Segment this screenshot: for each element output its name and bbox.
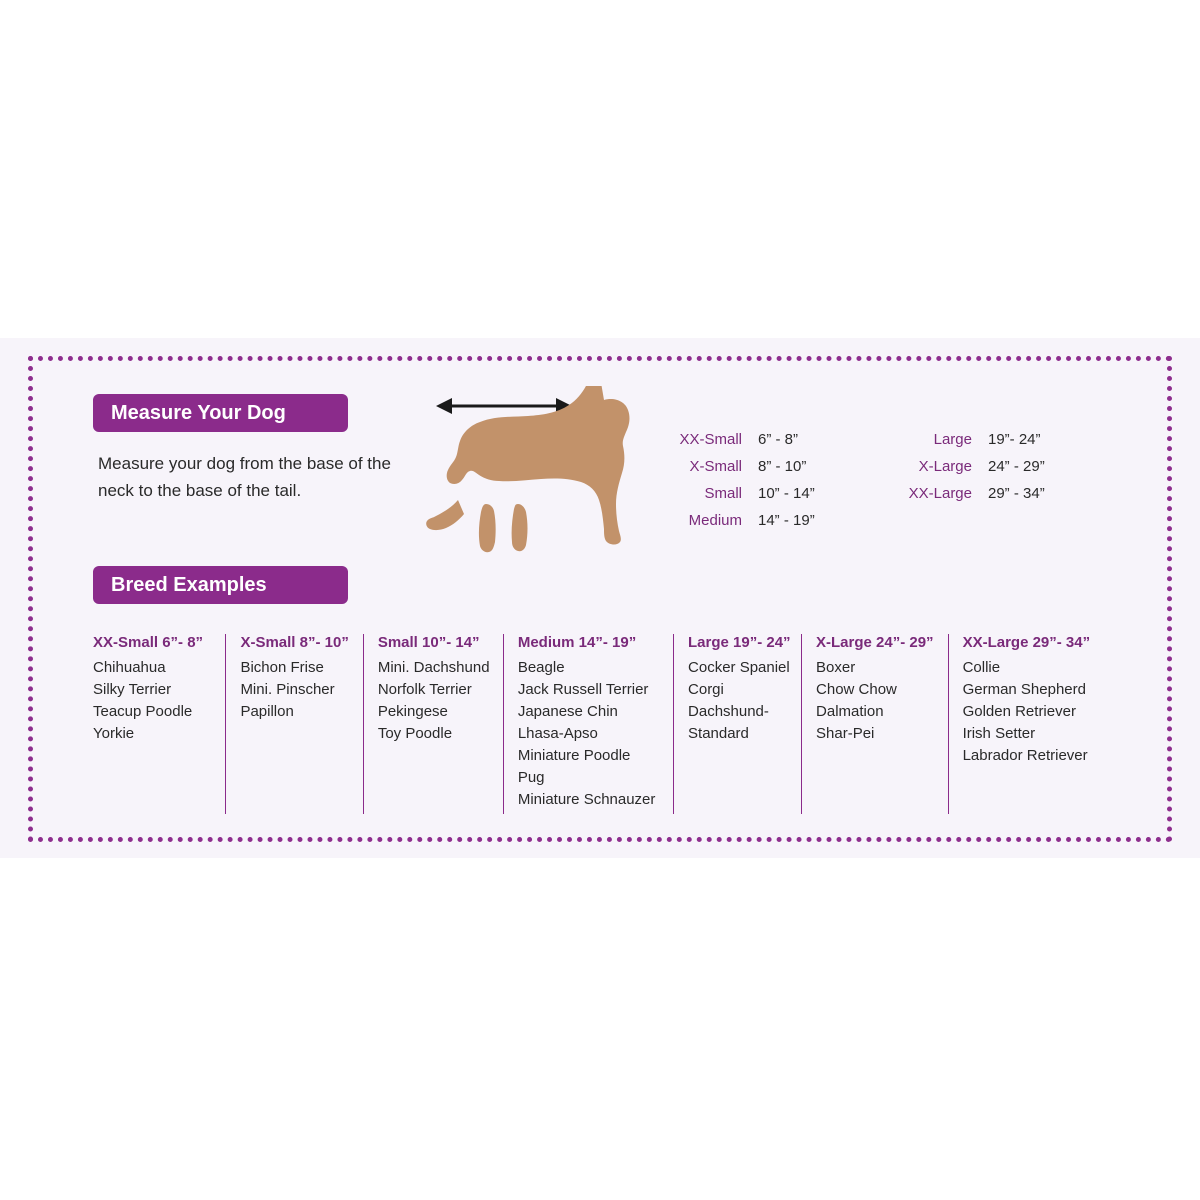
breed-item: Corgi bbox=[688, 681, 724, 698]
size-label: Large bbox=[933, 431, 972, 448]
breed-examples-banner: Breed Examples bbox=[93, 566, 348, 604]
breed-column-header: Medium 14”- 19” bbox=[517, 634, 637, 651]
breed-item: Beagle bbox=[517, 659, 565, 676]
size-label: X-Large bbox=[918, 458, 972, 475]
breed-item: Papillon bbox=[240, 703, 294, 720]
breed-column-xx-large bbox=[949, 634, 1113, 814]
breed-column-small bbox=[364, 634, 504, 814]
breed-item: Boxer bbox=[816, 659, 856, 676]
breed-column-xx-small bbox=[93, 634, 226, 814]
breed-item: Chihuahua bbox=[93, 659, 166, 676]
breed-item: Bichon Frise bbox=[240, 659, 324, 676]
size-range: 8” - 10” bbox=[758, 458, 807, 475]
breed-item: Lhasa-Apso bbox=[517, 725, 598, 742]
breed-column-header: XX-Large 29”- 34” bbox=[962, 634, 1091, 651]
breed-item: Yorkie bbox=[93, 725, 135, 742]
breed-column-large bbox=[674, 634, 802, 814]
size-guide-panel bbox=[0, 338, 1200, 858]
breed-column-medium bbox=[504, 634, 674, 814]
breed-item: Collie bbox=[962, 659, 1001, 676]
breed-item: Miniature Poodle bbox=[517, 747, 631, 764]
size-row bbox=[660, 453, 860, 480]
breed-item: Toy Poodle bbox=[377, 725, 453, 742]
breed-item: Japanese Chin bbox=[517, 703, 618, 720]
breed-item: Norfolk Terrier bbox=[377, 681, 472, 698]
breed-item: German Shepherd bbox=[962, 681, 1086, 698]
breed-item: Pug bbox=[517, 769, 545, 786]
size-range: 10” - 14” bbox=[758, 485, 815, 502]
breed-item: Irish Setter bbox=[962, 725, 1036, 742]
breed-column-x-large bbox=[802, 634, 949, 814]
size-chart-right bbox=[890, 426, 1090, 507]
breed-item: Mini. Pinscher bbox=[240, 681, 335, 698]
breed-item: Shar-Pei bbox=[816, 725, 875, 742]
measure-your-dog-banner: Measure Your Dog bbox=[93, 394, 348, 432]
breed-column-header: XX-Small 6”- 8” bbox=[93, 634, 204, 651]
size-label: Small bbox=[704, 485, 742, 502]
size-row bbox=[890, 453, 1090, 480]
size-range: 24” - 29” bbox=[988, 458, 1045, 475]
measure-instructions: Measure your dog from the base of the neck to the base of the tail. bbox=[98, 454, 391, 500]
breed-item: Miniature Schnauzer bbox=[517, 791, 656, 808]
breed-item: Dalmation bbox=[816, 703, 884, 720]
breed-item: Labrador Retriever bbox=[962, 747, 1088, 764]
breed-item: Standard bbox=[688, 725, 749, 742]
size-label: X-Small bbox=[689, 458, 742, 475]
size-row bbox=[660, 426, 860, 453]
breed-column-header: Large 19”- 24” bbox=[688, 634, 791, 651]
size-range: 14” - 19” bbox=[758, 512, 815, 529]
breed-column-header: X-Small 8”- 10” bbox=[240, 634, 349, 651]
breed-item: Teacup Poodle bbox=[93, 703, 193, 720]
breed-item: Golden Retriever bbox=[962, 703, 1076, 720]
size-label: XX-Small bbox=[679, 431, 742, 448]
breed-item: Jack Russell Terrier bbox=[517, 681, 649, 698]
size-row bbox=[660, 480, 860, 507]
size-chart-left bbox=[660, 426, 860, 534]
size-label: XX-Large bbox=[908, 485, 972, 502]
breed-item: Cocker Spaniel bbox=[688, 659, 790, 676]
double-arrow-icon bbox=[436, 398, 572, 414]
size-label: Medium bbox=[688, 512, 742, 529]
breed-column-header: Small 10”- 14” bbox=[377, 634, 480, 651]
breed-item: Silky Terrier bbox=[93, 681, 172, 698]
breed-item: Mini. Dachshund bbox=[377, 659, 490, 676]
size-range: 19”- 24” bbox=[988, 431, 1041, 448]
size-row bbox=[890, 426, 1090, 453]
size-range: 6” - 8” bbox=[758, 431, 799, 448]
breed-item: Dachshund- bbox=[688, 703, 769, 720]
breed-item: Chow Chow bbox=[816, 681, 897, 698]
dog-silhouette-icon bbox=[390, 386, 670, 576]
breed-item: Pekingese bbox=[377, 703, 448, 720]
breed-examples-table bbox=[93, 634, 1113, 814]
size-range: 29” - 34” bbox=[988, 485, 1045, 502]
breed-column-x-small bbox=[226, 634, 363, 814]
breed-column-header: X-Large 24”- 29” bbox=[816, 634, 934, 651]
size-row bbox=[890, 480, 1090, 507]
size-row bbox=[660, 507, 860, 534]
